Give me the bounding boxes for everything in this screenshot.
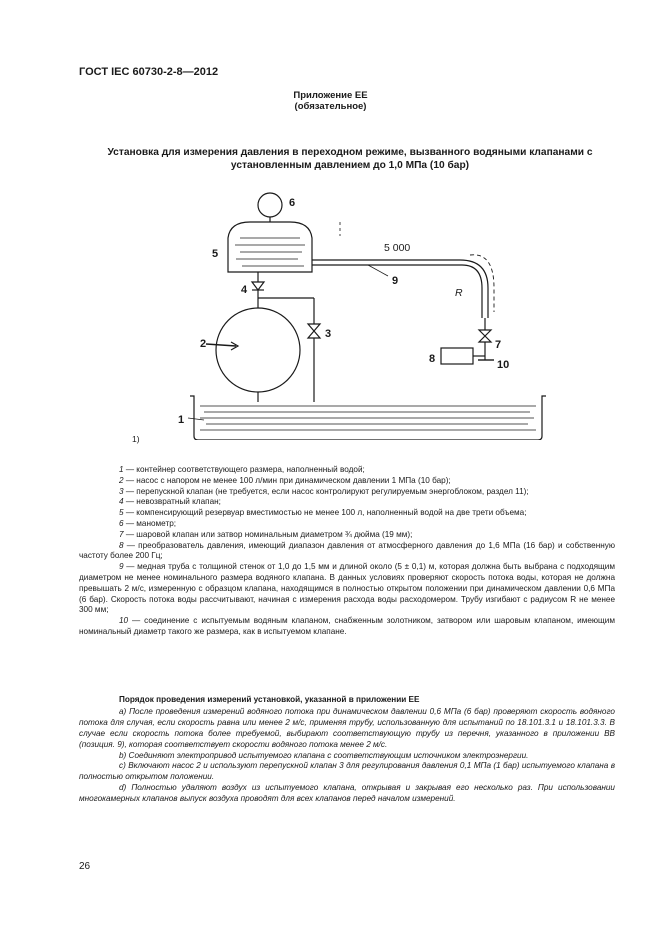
label-3: 3 xyxy=(325,328,332,340)
figure-title: Установка для измерения давления в переходном режиме, вызванного водяными клапанами с установленным давлением до 1,0 МПа (10 бар) xyxy=(107,147,593,171)
label-length: 5 000 xyxy=(384,242,411,254)
legend-item: 9 — медная труба с толщиной стенок от 1,0 до 1,5 мм и длиной около (5 ± 0,1) м, которая должна быть выбрана с подходящим диаметром не менее номинального размера водяного клапана. В данных условиях проверяют скорость потока воды, которая не должна превышать 2 м/с, измеренную с образцом клапана, находящимся в полностью открытом положении при динамическом давлении 0,6 МПа (6 бар). Скорость потока воды рассчитывают, начиная с измерения расхода воды расходомером. Трубу изгибают с радиусом R не менее 300 мм; xyxy=(79,562,615,615)
pump-shape xyxy=(216,308,300,392)
label-radius: R xyxy=(455,287,463,299)
label-8: 8 xyxy=(429,353,436,365)
label-7: 7 xyxy=(495,339,502,351)
procedure-step: d) Полностью удаляют воздух из испытуемого клапана, открывая и закрывая его несколько раз. При использовании многокамерных клапанов выпуск воздуха проводят для всех клапанов перед началом измерений. xyxy=(79,783,615,804)
annex-status: (обязательное) xyxy=(294,101,367,112)
legend-item: 7 — шаровой клапан или затвор номинальным диаметром ¾ дюйма (19 мм); xyxy=(119,529,413,539)
procedure-heading: Порядок проведения измерений установкой, указанной в приложении ЕЕ xyxy=(119,695,420,704)
transducer-shape xyxy=(441,348,473,364)
label-6: 6 xyxy=(289,197,296,209)
legend-item: 3 — перепускной клапан (не требуется, если насос контролируют регулируемым энергоблоком, раздел 11); xyxy=(119,486,529,496)
label-1: 1 xyxy=(178,414,185,426)
label-9: 9 xyxy=(392,275,399,287)
label-2: 2 xyxy=(200,338,207,350)
procedure-step: c) Включают насос 2 и используют перепускной клапан 3 для регулирования давления 0,1 МПа (1 бар) испытуемого клапана в полностью открытом положении. xyxy=(79,761,615,782)
bypass-valve-shape xyxy=(308,324,320,338)
procedure-section xyxy=(79,695,615,805)
legend-item: 10 — соединение с испытуемым водяным клапаном, снабженным золотником, затвором или шаровым клапаном, имеющим номинальный диаметр такого же размера, как в испытуемом клапане. xyxy=(79,616,615,636)
legend-item: 8 — преобразователь давления, имеющий диапазон давления от атмосферного давления до 1,6 МПа (16 бар) и собственную частоту более 200 Гц; xyxy=(79,540,615,561)
figure-footnote-mark: 1) xyxy=(132,434,140,444)
annex-title: Приложение ЕЕ xyxy=(293,90,368,101)
procedure-step: b) Соединяют электропривод испытуемого клапана с соответствующим источником электроэнергии. xyxy=(119,750,529,760)
legend-item: 1 — контейнер соответствующего размера, наполненный водой; xyxy=(119,465,365,474)
legend-item: 5 — компенсирующий резервуар вместимостью не менее 100 л, наполненный водой на две трети объема; xyxy=(119,508,527,518)
manometer-shape xyxy=(258,193,282,217)
legend xyxy=(79,465,615,638)
label-10: 10 xyxy=(497,359,510,371)
legend-item: 6 — манометр; xyxy=(119,518,177,528)
procedure-step: a) После проведения измерений водяного потока при динамическом давлении 0,6 МПа (6 бар) проверяют скорость водяного потока для случая, если скорость равна или менее 2 м/с, применяя трубу, использованную для испытаний по 18.101.3.1 и 18.101.3.3. В случае если скорость потока более требуемой, выбирают соответствующую трубу из перечня, указанного в приложении ВВ (позиция. 9), которая соответствует скорости водяного потока менее 2 м/с. xyxy=(79,706,615,749)
test-rig-diagram xyxy=(0,180,661,440)
legend-item: 4 — невозвратный клапан; xyxy=(119,497,221,507)
reservoir-shape xyxy=(228,222,312,272)
ball-valve-shape xyxy=(479,330,491,342)
label-4: 4 xyxy=(241,284,248,296)
document-header: ГОСТ IEC 60730-2-8—2012 xyxy=(79,66,219,78)
label-5: 5 xyxy=(212,248,219,260)
legend-item: 2 — насос с напором не менее 100 л/мин при динамическом давлении 1 МПа (10 бар); xyxy=(119,475,451,485)
page-number: 26 xyxy=(79,861,91,872)
